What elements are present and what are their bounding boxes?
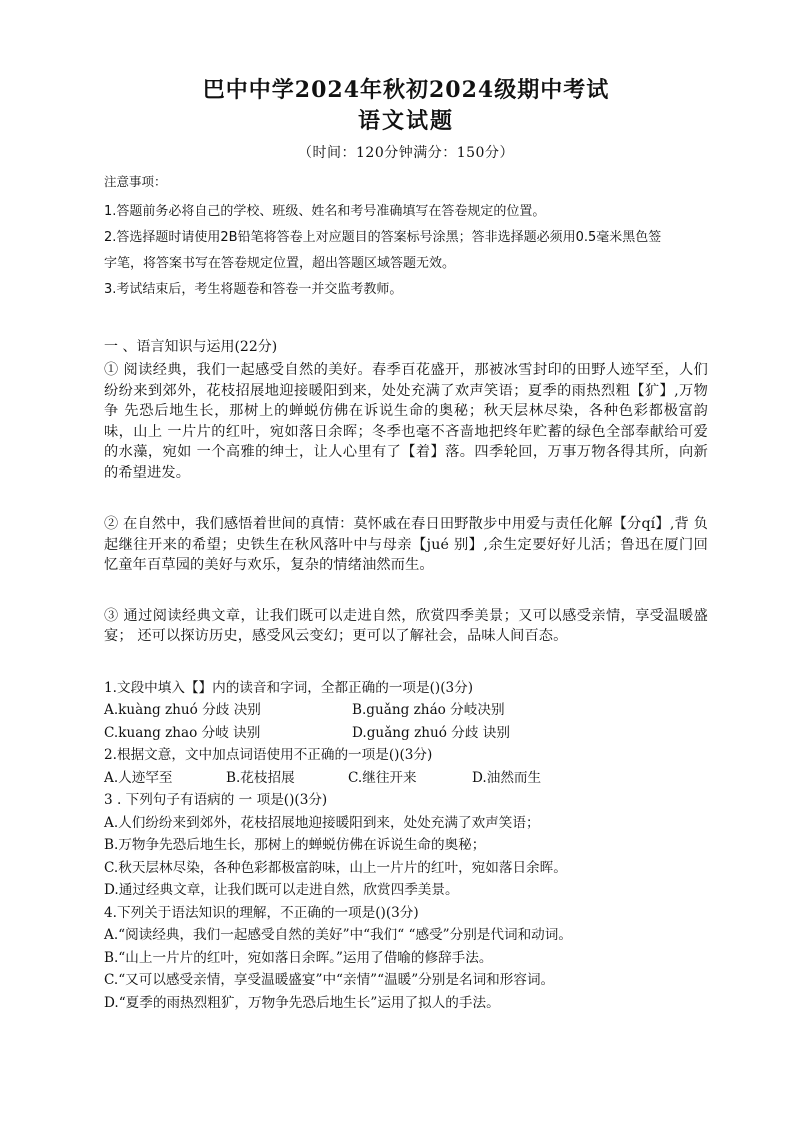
option-row [104, 722, 708, 745]
answer-option: B.万物争先恐后地生长，那树上的蝉蜕仿佛在诉说生命的奥秘； [104, 837, 486, 853]
answer-option: C.继往开来 [348, 769, 417, 786]
section-heading: 一 、语言知识与运用(22分) [104, 339, 278, 355]
answer-option: D.guǎng zhuó 分歧 诀别 [352, 724, 510, 741]
option-row [104, 699, 708, 722]
answer-option: A.“阅读经典，我们一起感受自然的美好”中“我们“ “感受”分别是代词和动词。 [104, 927, 572, 943]
time-score-line: （时间：120分钟满分：150分） [298, 145, 514, 161]
notice-item: 1.答题前务必将自己的学校、班级、姓名和考号准确填写在答卷规定的位置。 [104, 204, 546, 219]
notice-item: 3.考试结束后，考生将题卷和答卷一并交监考教师。 [104, 282, 403, 297]
question-stem: 1.文段中填入【】内的读音和字词，全都正确的一项是()(3分) [104, 679, 474, 696]
answer-option: D.油然而生 [472, 769, 542, 786]
reading-passage: ② 在自然中，我们感悟着世间的真情：莫怀戚在春日田野散步中用爱与责任化解【分qí】,背 负起继往开来的希望；史铁生在秋风落叶中与母亲【jué 别】,余生定要好好儿活；鲁迅在厦门回 忆童年百草园的美好与欢乐，复杂的情绪油然而生。 [104, 516, 708, 573]
answer-option: B.guǎng zháo 分岐决别 [352, 702, 505, 718]
answer-option: D.通过经典文章，让我们既可以走进自然，欣赏四季美景。 [104, 882, 459, 898]
answer-option: C.秋天层林尽染，各种色彩都极富韵味，山上一片片的红叶，宛如落日余晖。 [104, 859, 567, 876]
exam-subtitle: 语文试题 [357, 108, 454, 134]
answer-option: D.“夏季的雨热烈粗犷，万物争先恐后地生长”运用了拟人的手法。 [104, 994, 500, 1011]
question-list [104, 677, 708, 1015]
answer-option: A.kuàng zhuó 分歧 决别 [104, 702, 261, 718]
question-stem: 2.根据文意，文中加点词语使用不正确的一项是()(3分) [104, 747, 433, 763]
answer-option: A.人迹罕至 [104, 769, 173, 786]
notice-block [104, 169, 708, 303]
option-row [104, 767, 708, 790]
answer-option: B.“山上一片片的红叶，宛如落日余晖。”运用了借喻的修辞手法。 [104, 949, 493, 966]
answer-option: A.人们纷纷来到郊外，花枝招展地迎接暖阳到来，处处充满了欢声笑语； [104, 814, 540, 831]
notice-item: 2.答选择题时请使用2B铅笔将答卷上对应题目的答案标号涂黑；答非选择题必须用0.5毫米黑色签 [104, 230, 662, 245]
answer-option: B.花枝招展 [226, 769, 295, 786]
question-stem: 4.下列关于语法知识的理解，不正确的一项是()(3分) [104, 904, 419, 921]
notice-item: 字笔，将答案书写在答卷规定位置，超出答题区域答题无效。 [104, 256, 456, 271]
exam-title: 巴中中学2024年秋初2024级期中考试 [202, 77, 610, 103]
answer-option: C.kuang zhao 分岐 诀别 [104, 724, 261, 741]
question-stem: 3 . 下列句子有语病的 一 项是()(3分) [104, 792, 328, 808]
reading-passage: ① 阅读经典，我们一起感受自然的美好。春季百花盛开，那被冰雪封印的田野人迹罕至，人们 纷纷来到郊外，花枝招展地迎接暖阳到来，处处充满了欢声笑语；夏季的雨热烈粗【犷】,万物争 先恐后地生长，那树上的蝉蜕仿佛在诉说生命的奥秘；秋天层林尽染，各种色彩都极富韵味，山上 一片片的红叶，宛如落日余晖；冬季也毫不吝啬地把终年贮蓄的绿色全部奉献给可爱的水藻，宛如 一个高雅的绅士，让人心里有了【着】落。四季轮回，万事万物各得其所，向新的希望进发。 [104, 362, 708, 481]
answer-option: C.“又可以感受亲情，享受温暖盛宴”中“亲情”“温暖”分别是名词和形容词。 [104, 972, 555, 988]
reading-passage: ③ 通过阅读经典文章，让我们既可以走进自然，欣赏四季美景；又可以感受亲情，享受温暖盛宴； 还可以探访历史，感受风云变幻；更可以了解社会，品味人间百态。 [104, 607, 708, 644]
notice-heading: 注意事项： [104, 174, 167, 189]
